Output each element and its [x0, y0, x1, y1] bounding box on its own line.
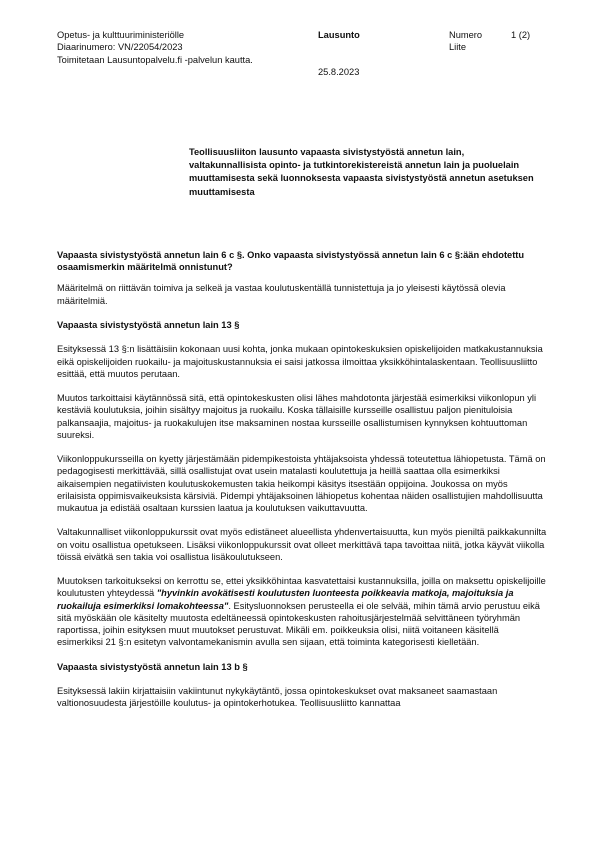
delivery-note: Toimitetaan Lausuntopalvelu.fi -palvelun kautta. — [57, 55, 253, 65]
text-span: Muutoksen tarkoitukseksi on kerrottu se, ettei yksikköhintaa kasvatettaisi kustannuksilla, joilla on maksettu opiskelijoille koulutusten yhteydessä — [57, 576, 546, 599]
section-heading-13: Vapaasta sivistystyöstä annetun lain 13 § — [57, 320, 240, 330]
number-label: Numero — [449, 30, 483, 40]
paragraph: Esityksessä lakiin kirjattaisiin vakiintunut nykykäytäntö, jossa opintokeskukset ovat maksaneet saamastaan valtionosuudesta järjestöille koulutus- ja opintokerhotukea. Teollisuusliitto kannattaa — [57, 685, 498, 709]
quoted-text: "hyvinkin avokätisesti koulutusten luonteesta poikkeavia matkoja, majoituksia ja ruokailuja esimerkiksi lomakohteessa" — [57, 588, 514, 611]
section-heading-13b: Vapaasta sivistystyöstä annetun lain 13 b § — [57, 661, 248, 672]
document-type: Lausunto — [318, 30, 360, 40]
statement-title: Teollisuusliiton lausunto vapaasta sivistystyöstä annetun lain, valtakunnallisista opinto- ja tutkintorekistereistä annetun lain ja puoluelain muuttamisesta sekä luonnoksesta vapaasta sivistystyöstä annetun asetuksen muuttamisesta — [189, 147, 534, 197]
paragraph: Esityksessä 13 §:n lisättäisiin kokonaan uusi kohta, jonka mukaan opintokeskuksien opiskelijoiden matkakustannuksia eikä opiskelijoiden ruokailu- ja majoituskustannuksia ei saisi jatkossa ilmoittaa yksikköhintalaskentaan. Teollisuusliitto esittää, että muutos perutaan. — [57, 344, 543, 379]
document-date: 25.8.2023 — [318, 67, 360, 77]
page-count: 1 (2) — [511, 30, 531, 40]
paragraph: Viikonloppukursseilla on kyetty järjestämään pidempikestoista yhtäjaksoista yhdessä toteutettua lähiopetusta. Tämä on pedagogisesti merkittävää, sillä osallistujat ovat usein matalasti koulutettuja ja heillä saattaa olla esimerkiksi aikaisempien negatiivisten koulutuskokemusten takia heikompi käsitys itsestään oppijoina. Joukossa on myös erilaisista oppimisvaikeuksista kärsiviä. Pidempi yhtäjaksoinen lähiopetus kohentaa näiden osallistujien mahdollisuutta mukautua ja edistää osaltaan kurssien laatua ja koulutuksen vaikuttavuutta. — [57, 454, 546, 513]
paragraph-with-quote — [57, 575, 547, 648]
paragraph: Määritelmä on riittävän toimiva ja selkeä ja vastaa koulutuskentällä tunnistettuja ja jo yleisesti käytössä olevia määritelmiä. — [57, 283, 506, 306]
section-heading-6c: Vapaasta sivistystyöstä annetun lain 6 c §. Onko vapaasta sivistystyössä annetun lain 6 c §:ään ehdotettu osaamismerkin määritelmä onnistunut? — [57, 250, 525, 273]
recipient-org: Opetus- ja kulttuuriministeriölle — [57, 30, 185, 40]
paragraph: Valtakunnalliset viikonloppukurssit ovat myös edistäneet alueellista yhdenvertaisuutta, kun myös pieniltä paikkakunnilta on voitu osallistua opetukseen. Lisäksi viikonloppukurssit ovat olleet merkittävä tapa tavoittaa niitä, jotka käyvät viikolla töissä eivätkä sen takia voi osallistua lisäkoulutukseen. — [57, 527, 547, 562]
diary-number: Diaarinumero: VN/22054/2023 — [57, 42, 183, 52]
paragraph: Muutos tarkoittaisi käytännössä sitä, että opintokeskusten olisi lähes mahdotonta järjestää esimerkiksi viikonlopun yli kestäviä koulutuksia, joihin sisältyy majoitus ja ruokailu. Koska tällaisille kursseille osallistuu paljon pienituloisia palkansaajia, majoitus- ja ruokakulujen itse maksaminen nostaa kursseille osallistumisen kynnyksen kohtuuttoman suureksi. — [57, 393, 537, 440]
text-span: . Esitysluonnoksen perusteella ei ole selvää, mihin tämä arvio perustuu eikä sitä myöskään ole käsitelty muutosta edeltäneessä opintokeskusten rahoitusjärjestelmää selvittäneen työryhmän raportissa, joihin esityksen muut muutokset perustuvat. Mikäli em. poikkeuksia olisi, niitä voitaneen käsitellä esimerkiksi 21 §:n esitetyn valvontamekanismin avulla sen sijaan, että toiminta kategorisesti kielletään. — [57, 600, 540, 648]
statement-body — [57, 249, 547, 709]
appendix-label: Liite — [449, 42, 467, 52]
